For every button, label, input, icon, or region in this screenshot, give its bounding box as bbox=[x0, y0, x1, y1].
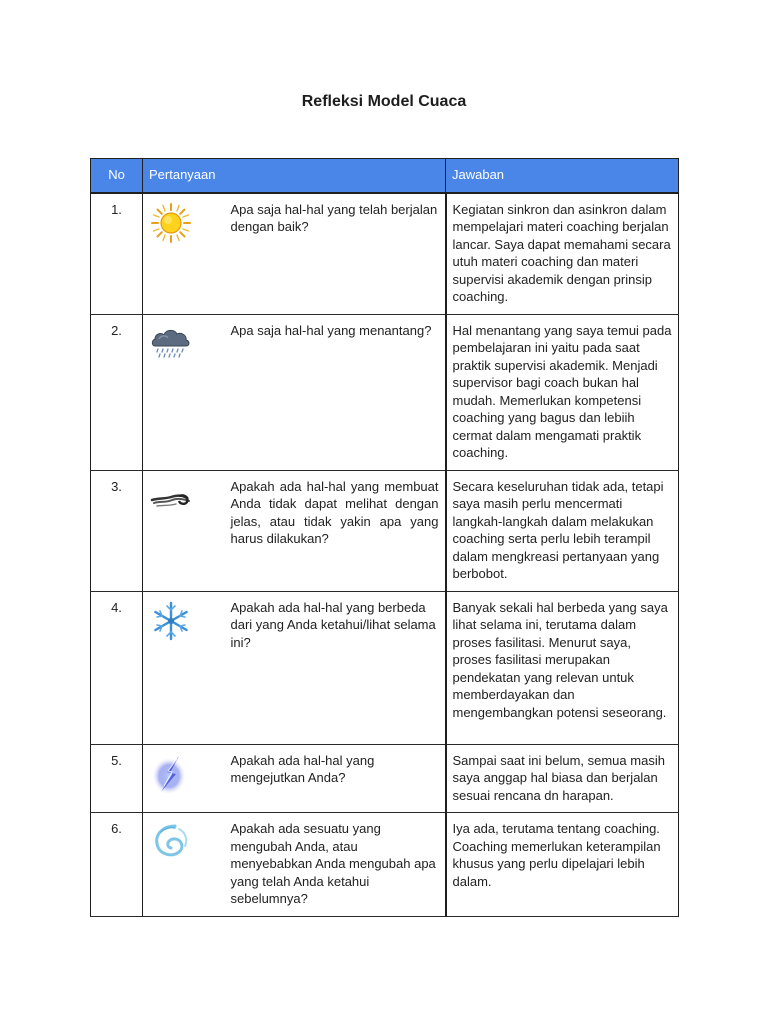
lightning-icon bbox=[149, 752, 193, 796]
question-cell: Apakah ada hal-hal yang berbeda dari yang Anda ketahui/lihat selama ini? bbox=[225, 591, 446, 744]
answer-cell: Kegiatan sinkron dan asinkron dalam mempelajari materi coaching berjalan lancar. Saya dapat memahami secara utuh materi coaching dan materi supervisi akademik dengan prinsip coaching. bbox=[446, 193, 679, 315]
answer-cell: Secara keseluruhan tidak ada, tetapi saya masih perlu mencermati langkah-langkah dalam melakukan coaching serta perlu lebih terampil dalam mengkreasi pertanyaan yang berbobot. bbox=[446, 470, 679, 591]
header-question: Pertanyaan bbox=[143, 159, 446, 193]
row-number: 1. bbox=[91, 193, 143, 315]
whirlwind-icon bbox=[149, 820, 193, 864]
table-row bbox=[91, 193, 679, 315]
table-row bbox=[91, 744, 679, 813]
row-number: 5. bbox=[91, 744, 143, 813]
rain-cloud-icon bbox=[149, 322, 193, 366]
snowflake-icon bbox=[149, 599, 193, 643]
header-answer: Jawaban bbox=[446, 159, 679, 193]
question-cell: Apakah ada sesuatu yang mengubah Anda, atau menyebabkan Anda mengubah apa yang telah Anda ketahui sebelumnya? bbox=[225, 813, 446, 917]
row-number: 6. bbox=[91, 813, 143, 917]
question-cell: Apakah ada hal-hal yang mengejutkan Anda? bbox=[225, 744, 446, 813]
table-header-row bbox=[91, 159, 679, 193]
fog-icon bbox=[149, 478, 193, 522]
answer-cell: Sampai saat ini belum, semua masih saya anggap hal biasa dan berjalan sesuai rencana dn harapan. bbox=[446, 744, 679, 813]
header-no: No bbox=[91, 159, 143, 193]
table-row bbox=[91, 591, 679, 744]
table-row bbox=[91, 314, 679, 470]
reflection-table bbox=[90, 158, 679, 917]
document-title: Refleksi Model Cuaca bbox=[301, 93, 467, 110]
row-number: 3. bbox=[91, 470, 143, 591]
row-number: 2. bbox=[91, 314, 143, 470]
question-cell: Apa saja hal-hal yang menantang? bbox=[225, 314, 446, 470]
sun-icon bbox=[149, 201, 193, 245]
question-cell: Apakah ada hal-hal yang membuat Anda tidak dapat melihat dengan jelas, atau tidak yakin apa yang harus dilakukan? bbox=[225, 470, 446, 591]
table-row bbox=[91, 470, 679, 591]
question-cell: Apa saja hal-hal yang telah berjalan dengan baik? bbox=[225, 193, 446, 315]
answer-cell: Hal menantang yang saya temui pada pembelajaran ini yaitu pada saat praktik supervisi akademik. Menjadi supervisor bagi coach bukan hal mudah. Memerlukan kompetensi coaching yang bagus dan lebiih cermat dalam mengamati praktik coaching. bbox=[446, 314, 679, 470]
answer-cell: Banyak sekali hal berbeda yang saya lihat selama ini, terutama dalam proses fasilitasi. Menurut saya, proses fasilitasi merupakan pendekatan yang relevan untuk memberdayakan dan mengembangkan potensi seseorang. bbox=[446, 591, 679, 744]
answer-cell: Iya ada, terutama tentang coaching. Coaching memerlukan keterampilan khusus yang perlu dipelajari lebih dalam. bbox=[446, 813, 679, 917]
row-number: 4. bbox=[91, 591, 143, 744]
table-row bbox=[91, 813, 679, 917]
